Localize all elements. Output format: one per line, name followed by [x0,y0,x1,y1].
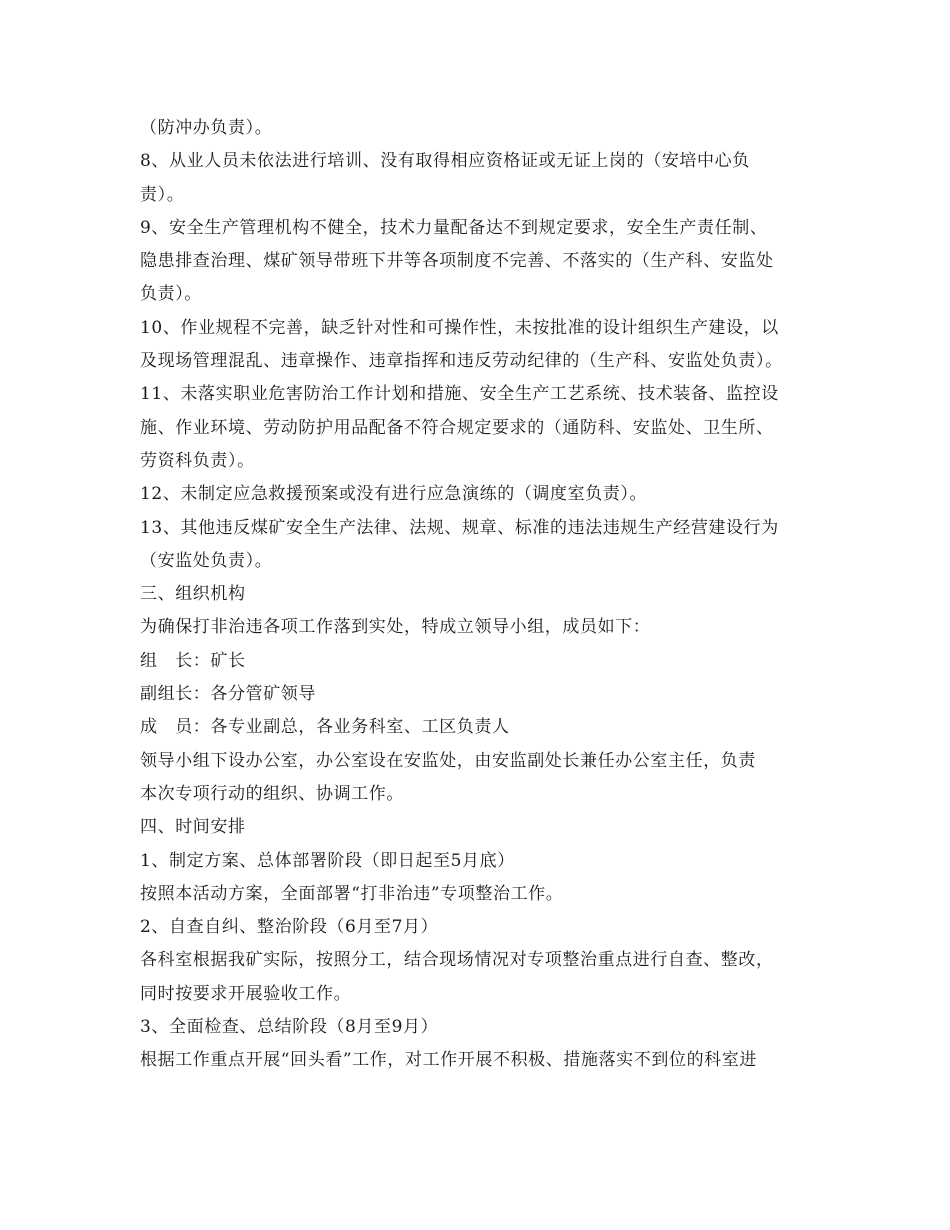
text-line: 负责）。 [140,284,202,305]
text-line: 1、制定方案、总体部署阶段（即日起至5月底） [140,850,515,871]
text-line: 组 长：矿长 [140,650,246,671]
text-line: 领导小组下设办公室，办公室设在安监处，由安监副处长兼任办公室主任，负责 [140,750,756,771]
section-heading: 三、组织机构 [140,584,246,605]
text-line: 各科室根据我矿实际，按照分工，结合现场情况对专项整治重点进行自查、整改， [140,950,774,971]
text-line: 劳资科负责）。 [140,450,255,471]
text-line: 隐患排查治理、煤矿领导带班下井等各项制度不完善、不落实的（生产科、安监处 [140,251,774,272]
text-line: （防冲办负责）。 [140,118,273,138]
document-body [140,112,820,1078]
section-heading: 四、时间安排 [140,817,246,838]
text-line: 施、作业环境、劳动防护用品配备不符合规定要求的（通防科、安监处、卫生所、 [140,417,774,438]
text-line: （安监处负责）。 [140,550,273,571]
text-line: 8、从业人员未依法进行培训、没有取得相应资格证或无证上岗的（安培中心负 [140,151,750,172]
text-line: 按照本活动方案，全面部署“打非治违”专项整治工作。 [140,883,564,904]
text-line: 9、安全生产管理机构不健全，技术力量配备达不到规定要求，安全生产责任制、 [140,217,768,238]
text-line: 本次专项行动的组织、协调工作。 [140,783,404,804]
text-line: 3、全面检查、总结阶段（8月至9月） [140,1017,439,1038]
text-line: 同时按要求开展验收工作。 [140,983,352,1004]
text-line: 13、其他违反煤矿安全生产法律、法规、规章、标准的违法违规生产经营建设行为 [140,517,779,538]
text-line: 11、未落实职业危害防治工作计划和措施、安全生产工艺系统、技术装备、监控设 [140,384,779,405]
text-line: 根据工作重点开展“回头看”工作，对工作开展不积极、措施落实不到位的科室进 [140,1050,757,1071]
text-line: 责）。 [140,184,185,205]
text-line: 及现场管理混乱、违章操作、违章指挥和违反劳动纪律的（生产科、安监处负责）。 [140,351,783,372]
text-line: 2、自查自纠、整治阶段（6月至7月） [140,917,439,938]
text-line: 为确保打非治违各项工作落到实处，特成立领导小组，成员如下： [140,617,651,638]
text-line: 成 员：各专业副总，各业务科室、工区负责人 [140,717,510,738]
text-line: 副组长：各分管矿领导 [140,684,316,705]
text-line: 10、作业规程不完善，缺乏针对性和可操作性，未按批准的设计组织生产建设，以 [140,317,779,338]
text-line: 12、未制定应急救援预案或没有进行应急演练的（调度室负责）。 [140,484,648,505]
